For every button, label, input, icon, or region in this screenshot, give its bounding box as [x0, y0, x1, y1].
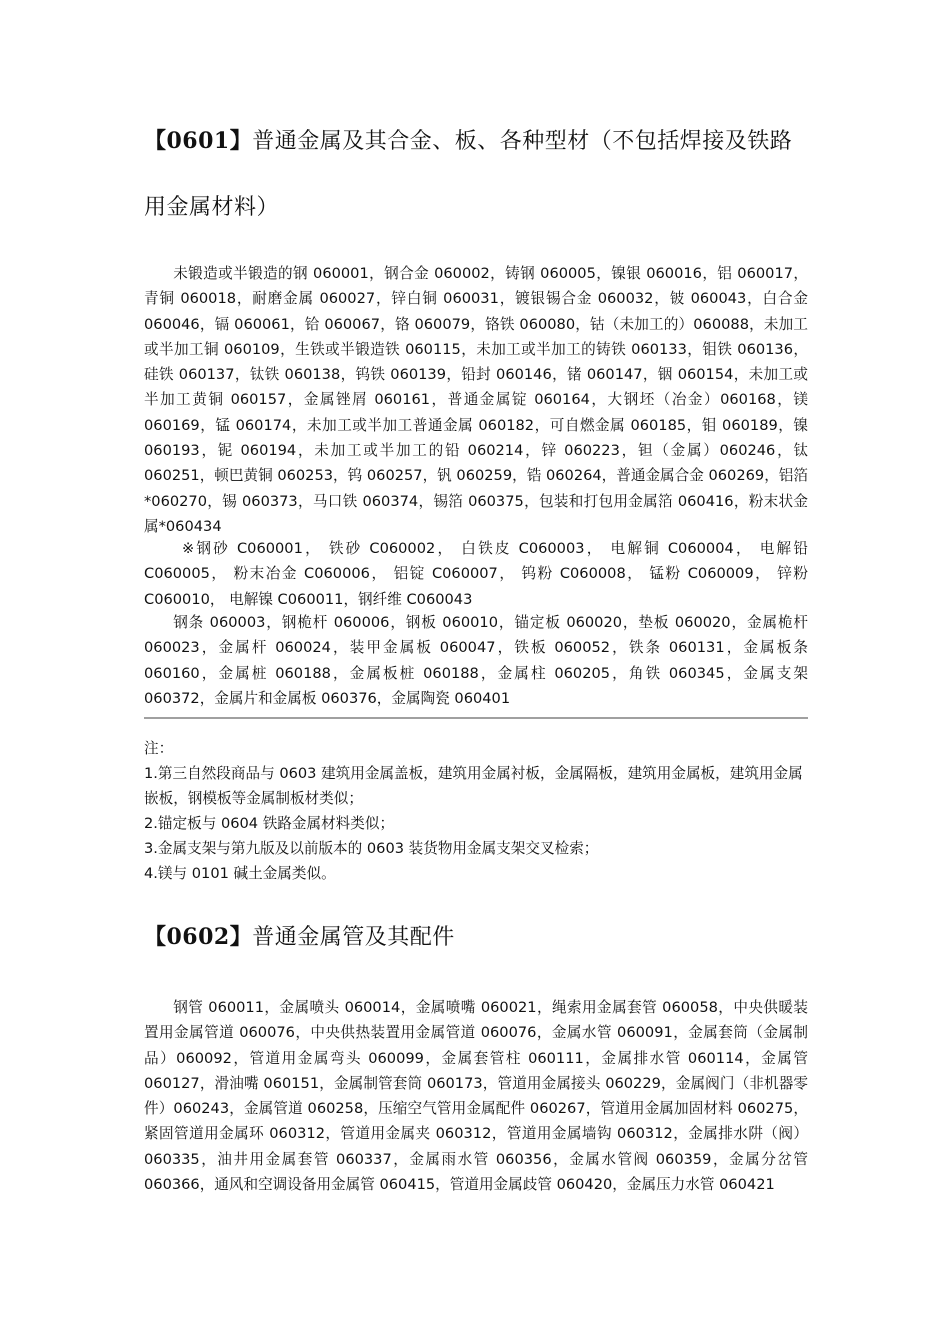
section-0601-code: 【0601】	[144, 128, 253, 154]
note-item-2: 2.锚定板与 0604 铁路金属材料类似；	[144, 815, 395, 832]
section-0602-heading	[144, 904, 812, 971]
section-0602-paragraph-1: 钢管 060011，金属喷头 060014，金属喷嘴 060021，绳索用金属套管 060058，中央供暖装置用金属管道 060076，中央供热装置用金属管道 060076，金属水管 060091，金属套筒（金属制品）060092，管道用金属弯头 060099，金属套管柱 060111，金属排水管 060114，金属管 060127，滑油嘴 060151，金属制管套筒 060173，管道用金属接头 060229，金属阀门（非机器零件）060243，金属管道 060258，压缩空气管用金属配件 060267，管道用金属加固材料 060275，紧固管道用金属环 060312，管道用金属夹 060312，管道用金属墙钩 060312，金属排水阱（阀）060335，油井用金属套管 060337，金属雨水管 060356，金属水管阀 060359，金属分岔管 060366，通风和空调设备用金属管 060415，管道用金属歧管 060420，金属压力水管 060421	[144, 999, 808, 1194]
section-0602-code: 【0602】	[144, 924, 253, 950]
note-item-4: 4.镁与 0101 碱土金属类似。	[144, 865, 336, 882]
note-item-3: 3.金属支架与第九版及以前版本的 0603 装货物用金属支架交叉检索；	[144, 840, 599, 857]
divider-line	[144, 717, 808, 719]
section-0601-notes	[144, 736, 808, 886]
note-item-1: 1.第三自然段商品与 0603 建筑用金属盖板，建筑用金属衬板，金属隔板，建筑用金属板，建筑用金属嵌板，钢模板等金属制板材类似；	[144, 765, 803, 807]
section-0601-title: 普通金属及其合金、板、各种型材（不包括焊接及铁路用金属材料）	[144, 129, 793, 220]
section-0601-paragraph-1: 未锻造或半锻造的钢 060001，钢合金 060002，铸钢 060005，镍银 060016，铝 060017，青铜 060018，耐磨金属 060027，锌白铜 060031，镀银锡合金 060032，铍 060043，白合金 060046，镉 060061，铪 060067，铬 060079，铬铁 060080，钴（未加工的）060088，未加工或半加工铜 060109，生铁或半锻造铁 060115，未加工或半加工的铸铁 060133，钼铁 060136，硅铁 060137，钛铁 060138，钨铁 060139，铅封 060146，锗 060147，铟 060154，未加工或半加工黄铜 060157，金属锉屑 060161，普通金属锭 060164，大钢坯（冶金）060168，镁 060169，锰 060174，未加工或半加工普通金属 060182，可自燃金属 060185，钼 060189，镍 060193，铌 060194，未加工或半加工的铅 060214，锌 060223，钽（金属）060246，钛 060251，顿巴黄铜 060253，钨 060257，钒 060259，锆 060264，普通金属合金 060269，铝箔*060270，锡 060373，马口铁 060374，锡箔 060375，包装和打包用金属箔 060416，粉末状金属*060434	[144, 265, 808, 535]
section-0601-heading	[144, 108, 812, 241]
section-0601-paragraph-2: ※钢砂 C060001， 铁砂 C060002， 白铁皮 C060003， 电解铜 C060004， 电解铅 C060005， 粉末冶金 C060006， 铝锭 C060007， 钨粉 C060008， 锰粉 C060009， 锌粉 C060010， 电解镍 C060011，钢纤维 C060043	[144, 540, 808, 608]
section-0601-paragraph-3: 钢条 060003，钢桅杆 060006，钢板 060010，锚定板 060020，垫板 060020，金属桅杆 060023，金属杆 060024，装甲金属板 060047，铁板 060052，铁条 060131，金属板条 060160，金属桩 060188，金属板桩 060188，金属柱 060205，角铁 060345，金属支架 060372，金属片和金属板 060376，金属陶瓷 060401	[144, 614, 808, 707]
notes-label: 注：	[144, 740, 174, 757]
section-0602-title: 普通金属管及其配件	[252, 925, 455, 950]
